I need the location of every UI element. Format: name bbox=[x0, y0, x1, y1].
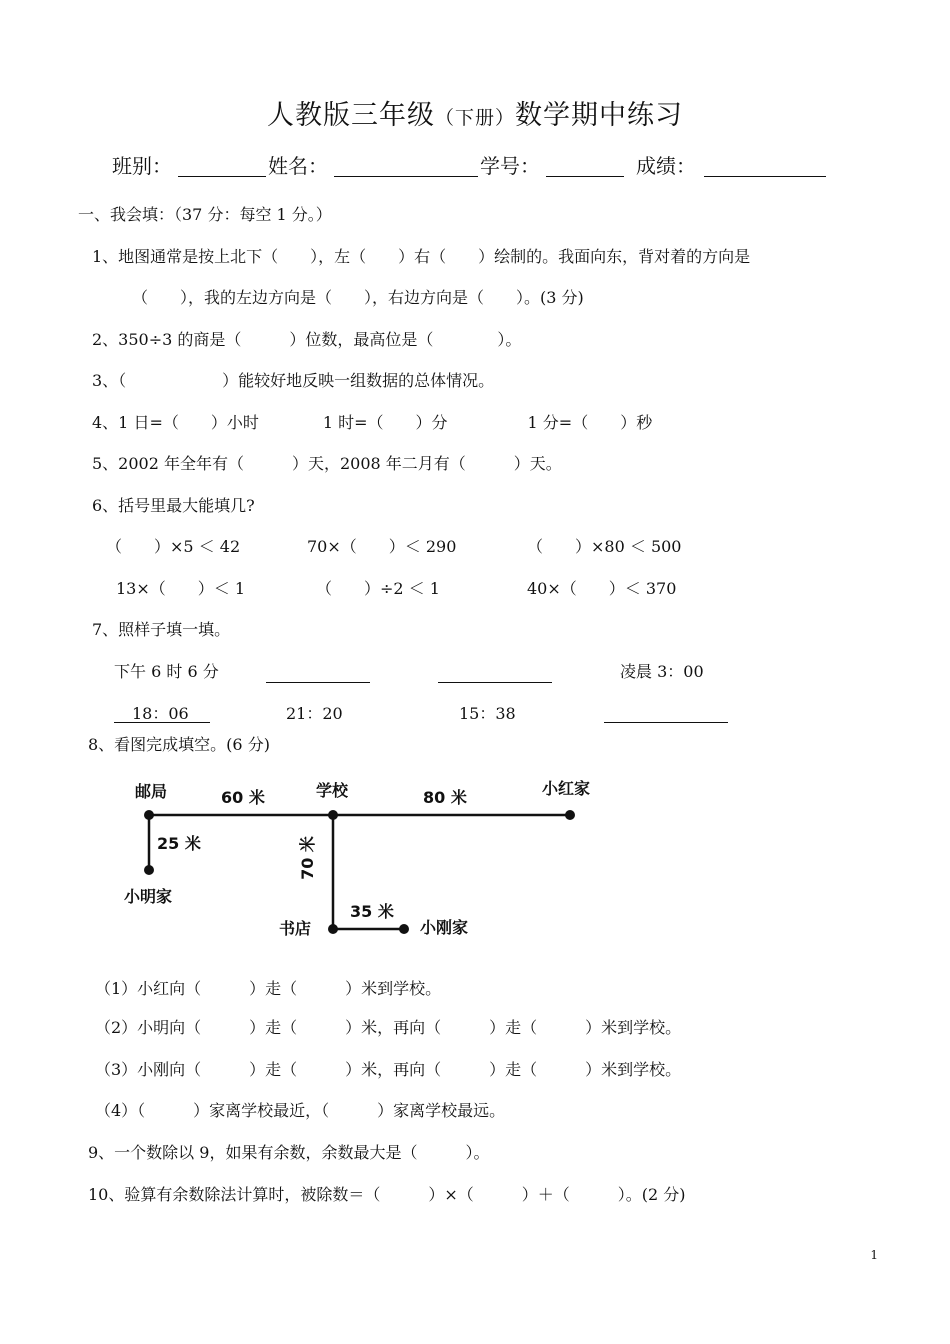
map-label-distance: 25 米 bbox=[157, 834, 201, 853]
school-point bbox=[328, 810, 338, 820]
map-label-distance: 35 米 bbox=[350, 902, 394, 921]
name-label: 姓名： bbox=[268, 154, 328, 178]
map-label-post-office: 邮局 bbox=[135, 782, 168, 801]
question-1-line-2: （ ），我的左边方向是（ ），右边方向是（ ）。(3 分) bbox=[132, 288, 584, 307]
map-label-distance: 70 米 bbox=[297, 836, 317, 880]
question-7-example-answer: 18：06 bbox=[132, 704, 189, 723]
question-9: 9、一个数除以 9，如果有余数，余数最大是（ ）。 bbox=[88, 1143, 490, 1162]
xiaogang-point bbox=[399, 924, 409, 934]
section-heading: 一、我会填：（37 分：每空 1 分。） bbox=[78, 205, 332, 224]
xiaoming-point bbox=[144, 865, 154, 875]
question-7-time-early: 凌晨 3：00 bbox=[620, 662, 704, 681]
map-label-bookstore: 书店 bbox=[279, 919, 312, 938]
question-6-a1: （ ）×5 ＜ 42 bbox=[106, 537, 241, 556]
question-7-example-time: 下午 6 时 6 分 bbox=[114, 662, 219, 681]
score-label: 成绩： bbox=[636, 154, 696, 178]
title-main-b: 数学期中练习 bbox=[515, 100, 683, 131]
question-6-title: 6、括号里最大能填几? bbox=[92, 496, 255, 515]
question-7-title: 7、照样子填一填。 bbox=[92, 620, 231, 639]
question-2: 2、350÷3 的商是（ ）位数，最高位是（ ）。 bbox=[92, 330, 522, 349]
question-3: 3、（ ）能较好地反映一组数据的总体情况。 bbox=[92, 371, 495, 390]
question-8-1: （1）小红向（ ）走（ ）米到学校。 bbox=[95, 979, 442, 998]
map-label-distance: 60 米 bbox=[221, 788, 265, 807]
question-8-2: （2）小明向（ ）走（ ）米，再向（ ）走（ ）米到学校。 bbox=[95, 1018, 682, 1037]
question-6-b3: 40×（ ）＜ 370 bbox=[527, 579, 677, 598]
question-6-a2: 70×（ ）＜ 290 bbox=[307, 537, 457, 556]
question-6-b2: （ ）÷2 ＜ 1 bbox=[316, 579, 440, 598]
question-6-a3: （ ）×80 ＜ 500 bbox=[527, 537, 682, 556]
map-label-distance: 80 米 bbox=[423, 788, 467, 807]
question-7-time-2: 21：20 bbox=[286, 704, 343, 723]
question-7-time-3: 15：38 bbox=[459, 704, 516, 723]
post-office-point bbox=[144, 810, 154, 820]
question-1-line-1: 1、地图通常是按上北下（ ），左（ ）右（ ）绘制的。我面向东，背对着的方向是 bbox=[92, 247, 751, 266]
question-6-b1: 13×（ ）＜ 1 bbox=[116, 579, 246, 598]
map-label-school: 学校 bbox=[316, 781, 349, 800]
xiaohong-point bbox=[565, 810, 575, 820]
bookstore-point bbox=[328, 924, 338, 934]
question-8-3: （3）小刚向（ ）走（ ）米，再向（ ）走（ ）米到学校。 bbox=[95, 1060, 682, 1079]
title-main-a: 人教版三年级 bbox=[266, 100, 435, 131]
page-number: 1 bbox=[870, 1248, 878, 1262]
map-label-xiaoming: 小明家 bbox=[124, 887, 173, 906]
class-label: 班别： bbox=[112, 154, 172, 178]
map-label-xiaogang: 小刚家 bbox=[420, 918, 469, 937]
number-label: 学号： bbox=[480, 154, 540, 178]
map-label-xiaohong: 小红家 bbox=[542, 779, 591, 798]
question-8-title: 8、看图完成填空。(6 分) bbox=[88, 735, 270, 754]
question-5: 5、2002 年全年有（ ）天，2008 年二月有（ ）天。 bbox=[92, 454, 562, 473]
question-10: 10、验算有余数除法计算时，被除数＝（ ）×（ ）＋（ ）。(2 分) bbox=[88, 1185, 686, 1204]
title-small: （下册） bbox=[434, 107, 515, 129]
question-4: 4、1 日=（ ）小时 1 时=（ ）分 1 分=（ ）秒 bbox=[92, 413, 653, 432]
question-8-4: （4）（ ）家离学校最近，（ ）家离学校最远。 bbox=[95, 1101, 506, 1120]
